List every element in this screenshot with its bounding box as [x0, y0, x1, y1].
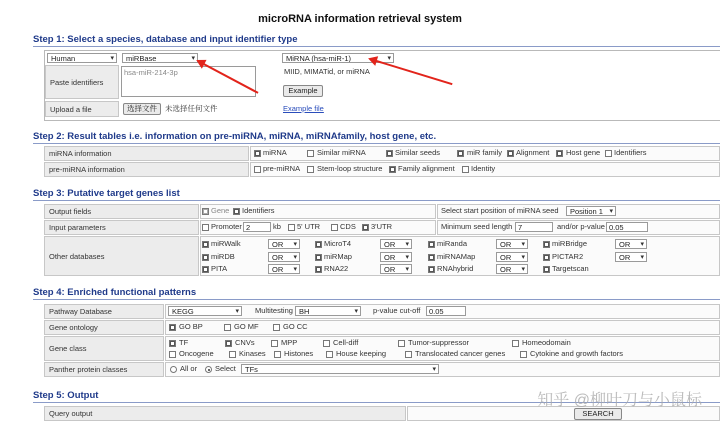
- rnahybrid-checkbox[interactable]: [428, 266, 435, 273]
- example-button[interactable]: Example: [283, 85, 323, 97]
- all-or-label: All or: [180, 364, 198, 373]
- step4-heading: Step 4: Enriched functional patterns: [33, 287, 197, 298]
- go-cc-checkbox[interactable]: [273, 324, 280, 331]
- mirwalk-operator-select[interactable]: OR ▾: [268, 239, 300, 249]
- go-bp-checkbox[interactable]: [169, 324, 176, 331]
- go-cc-label: GO CC: [283, 322, 308, 331]
- microt4-checkbox[interactable]: [315, 241, 322, 248]
- similar-mirna-option-label: Similar miRNA: [317, 148, 366, 157]
- cds-checkbox[interactable]: [331, 224, 338, 231]
- output-fields-label: Output fields: [44, 204, 199, 219]
- query-output-label: Query output: [44, 406, 406, 421]
- kb-unit: kb: [273, 222, 281, 231]
- rna22-operator-select[interactable]: OR ▾: [380, 264, 412, 274]
- tf-label: TF: [179, 338, 189, 347]
- pita-label: PITA: [211, 264, 228, 273]
- house-keeping-checkbox[interactable]: [326, 351, 333, 358]
- identity-option-label: Identity: [471, 164, 496, 173]
- panther-select[interactable]: TFs ▾: [241, 364, 439, 374]
- homeodomain-label: Homeodomain: [522, 338, 571, 347]
- gene-class-label: Gene class: [44, 336, 164, 361]
- database-select[interactable]: miRBase ▾: [122, 53, 198, 63]
- promoter-label: Promoter: [211, 222, 242, 231]
- tumor-suppressor-label: Tumor-suppressor: [408, 338, 469, 347]
- choose-file-button[interactable]: 选择文件: [123, 103, 161, 115]
- tf-checkbox[interactable]: [169, 340, 176, 347]
- rnahybrid-label: RNAhybrid: [437, 264, 474, 273]
- similar-mirna-checkbox[interactable]: [307, 150, 314, 157]
- histones-checkbox[interactable]: [274, 351, 281, 358]
- mirbridge-operator-select[interactable]: OR ▾: [615, 239, 647, 249]
- cytokine-checkbox[interactable]: [520, 351, 527, 358]
- pathway-select[interactable]: KEGG ▾: [168, 306, 242, 316]
- utr5-label: 5' UTR: [297, 222, 321, 231]
- gene-ontology-label: Gene ontology: [44, 320, 164, 335]
- mpp-checkbox[interactable]: [271, 340, 278, 347]
- pictar2-label: PICTAR2: [552, 252, 584, 261]
- oncogene-label: Oncogene: [179, 349, 214, 358]
- mirdb-checkbox[interactable]: [202, 254, 209, 261]
- utr5-checkbox[interactable]: [288, 224, 295, 231]
- alignment-option-label: Alignment: [516, 148, 550, 157]
- divider: [33, 46, 720, 47]
- rnahybrid-operator-select[interactable]: OR ▾: [496, 264, 528, 274]
- divider: [33, 200, 720, 201]
- watermark: 知乎 @柳叶刀与小鼠标: [537, 392, 702, 409]
- identifier-hint: MIID, MIMATid, or miRNA: [284, 67, 370, 76]
- mirna-checkbox[interactable]: [254, 150, 261, 157]
- divider: [33, 299, 720, 300]
- mirwalk-checkbox[interactable]: [202, 241, 209, 248]
- mirbridge-label: miRBridge: [552, 239, 588, 248]
- kinases-checkbox[interactable]: [229, 351, 236, 358]
- multitesting-select[interactable]: BH ▾: [295, 306, 361, 316]
- pictar2-checkbox[interactable]: [543, 254, 550, 261]
- tumor-suppressor-checkbox[interactable]: [398, 340, 405, 347]
- mirna-option-label: miRNA: [263, 148, 287, 157]
- oncogene-checkbox[interactable]: [169, 351, 176, 358]
- pvalue-label: and/or p-value: [557, 222, 605, 231]
- min-seed-label: Minimum seed length: [441, 222, 513, 231]
- go-mf-label: GO MF: [234, 322, 259, 331]
- similar-seeds-option-label: Similar seeds: [395, 148, 441, 157]
- pre-mirna-option-label: pre-miRNA: [263, 164, 301, 173]
- panther-label: Panther protein classes: [44, 362, 164, 377]
- utr3-label: 3'UTR: [371, 222, 393, 231]
- kinases-label: Kinases: [239, 349, 266, 358]
- identifiers-option-label: Identifiers: [614, 148, 647, 157]
- search-button[interactable]: SEARCH: [574, 408, 622, 420]
- stem-loop-checkbox[interactable]: [307, 166, 314, 173]
- mir-family-checkbox[interactable]: [457, 150, 464, 157]
- pita-checkbox[interactable]: [202, 266, 209, 273]
- homeodomain-checkbox[interactable]: [512, 340, 519, 347]
- seed-position-select[interactable]: Position 1 ▾: [566, 206, 616, 216]
- cutoff-input[interactable]: 0.05: [426, 306, 466, 316]
- translocated-label: Translocated cancer genes: [415, 349, 506, 358]
- mirwalk-label: miRWalk: [211, 239, 241, 248]
- identifiers-output-label: Identifiers: [242, 206, 275, 215]
- alignment-checkbox[interactable]: [507, 150, 514, 157]
- utr3-checkbox[interactable]: [362, 224, 369, 231]
- rna22-label: RNA22: [324, 264, 349, 273]
- translocated-checkbox[interactable]: [405, 351, 412, 358]
- pita-operator-select[interactable]: OR ▾: [268, 264, 300, 274]
- mirmap-checkbox[interactable]: [315, 254, 322, 261]
- cnvs-label: CNVs: [235, 338, 255, 347]
- seed-position-label: Select start position of miRNA seed: [441, 206, 559, 215]
- mirnamap-checkbox[interactable]: [428, 254, 435, 261]
- microt4-label: MicroT4: [324, 239, 352, 248]
- identifiers-checkbox[interactable]: [605, 150, 612, 157]
- gene-option-label: Gene: [211, 206, 230, 215]
- mirna-info-label: miRNA information: [44, 146, 249, 161]
- go-bp-label: GO BP: [179, 322, 203, 331]
- cds-label: CDS: [340, 222, 356, 231]
- rna22-checkbox[interactable]: [315, 266, 322, 273]
- paste-identifiers-textarea[interactable]: hsa-miR-214-3p: [121, 66, 256, 97]
- min-seed-input[interactable]: 7: [515, 222, 553, 232]
- house-keeping-label: House keeping: [336, 349, 387, 358]
- mirbridge-checkbox[interactable]: [543, 241, 550, 248]
- upload-label: Upload a file: [45, 101, 119, 117]
- pvalue-input[interactable]: 0.05: [606, 222, 648, 232]
- pre-mirna-checkbox[interactable]: [254, 166, 261, 173]
- pictar2-operator-select[interactable]: OR ▾: [615, 252, 647, 262]
- page-title: microRNA information retrieval system: [258, 13, 462, 25]
- pathway-label: Pathway Database: [44, 304, 164, 319]
- no-file-text: 未选择任何文件: [165, 104, 218, 113]
- divider: [33, 143, 720, 144]
- targetscan-label: Targetscan: [552, 264, 589, 273]
- example-file-link[interactable]: Example file: [283, 104, 324, 113]
- microt4-operator-select[interactable]: OR ▾: [380, 239, 412, 249]
- targetscan-checkbox[interactable]: [543, 266, 550, 273]
- step3-heading: Step 3: Putative target genes list: [33, 188, 180, 199]
- mpp-label: MPP: [281, 338, 298, 347]
- go-mf-checkbox[interactable]: [224, 324, 231, 331]
- identifiers-output-checkbox[interactable]: [233, 208, 240, 215]
- mirdb-label: miRDB: [211, 252, 235, 261]
- mir-family-option-label: miR family: [467, 148, 502, 157]
- cell-diff-checkbox[interactable]: [323, 340, 330, 347]
- multitesting-label: Multitesting: [255, 306, 293, 315]
- cnvs-checkbox[interactable]: [225, 340, 232, 347]
- miranda-label: miRanda: [437, 239, 468, 248]
- miranda-operator-select[interactable]: OR ▾: [496, 239, 528, 249]
- all-radio[interactable]: [170, 366, 177, 373]
- identity-checkbox[interactable]: [462, 166, 469, 173]
- step5-heading: Step 5: Output: [33, 390, 99, 401]
- promoter-kb-input[interactable]: 2: [243, 222, 271, 232]
- family-alignment-checkbox[interactable]: [389, 166, 396, 173]
- mirnamap-operator-select[interactable]: OR ▾: [496, 252, 528, 262]
- cutoff-label: p-value cut-off: [373, 306, 421, 315]
- similar-seeds-checkbox[interactable]: [386, 150, 393, 157]
- step2-heading: Step 2: Result tables i.e. information on pre-miRNA, miRNA, miRNAfamily, host gene, etc.: [33, 131, 437, 142]
- promoter-checkbox[interactable]: [202, 224, 209, 231]
- step1-heading: Step 1: Select a species, database and input identifier type: [33, 34, 298, 45]
- paste-label: Paste identifiers: [45, 65, 119, 99]
- mirdb-operator-select[interactable]: OR ▾: [268, 252, 300, 262]
- histones-label: Histones: [284, 349, 314, 358]
- miranda-checkbox[interactable]: [428, 241, 435, 248]
- species-select[interactable]: Human ▾: [47, 53, 117, 63]
- select-label: Select: [215, 364, 236, 373]
- input-parameters-label: Input parameters: [44, 220, 199, 235]
- cytokine-label: Cytokine and growth factors: [530, 349, 623, 358]
- pre-mirna-info-label: pre-miRNA information: [44, 162, 249, 177]
- mirmap-operator-select[interactable]: OR ▾: [380, 252, 412, 262]
- cell-diff-label: Cell-diff: [333, 338, 359, 347]
- stem-loop-option-label: Stem-loop structure: [317, 164, 383, 173]
- mirmap-label: miRMap: [324, 252, 352, 261]
- gene-checkbox[interactable]: [202, 208, 209, 215]
- select-radio[interactable]: [205, 366, 212, 373]
- id-type-select[interactable]: MiRNA (hsa-miR-1) ▾: [282, 53, 394, 63]
- host-gene-checkbox[interactable]: [556, 150, 563, 157]
- host-gene-option-label: Host gene: [566, 148, 601, 157]
- other-databases-label: Other databases: [44, 236, 199, 276]
- family-alignment-option-label: Family alignment: [398, 164, 455, 173]
- mirnamap-label: miRNAMap: [437, 252, 476, 261]
